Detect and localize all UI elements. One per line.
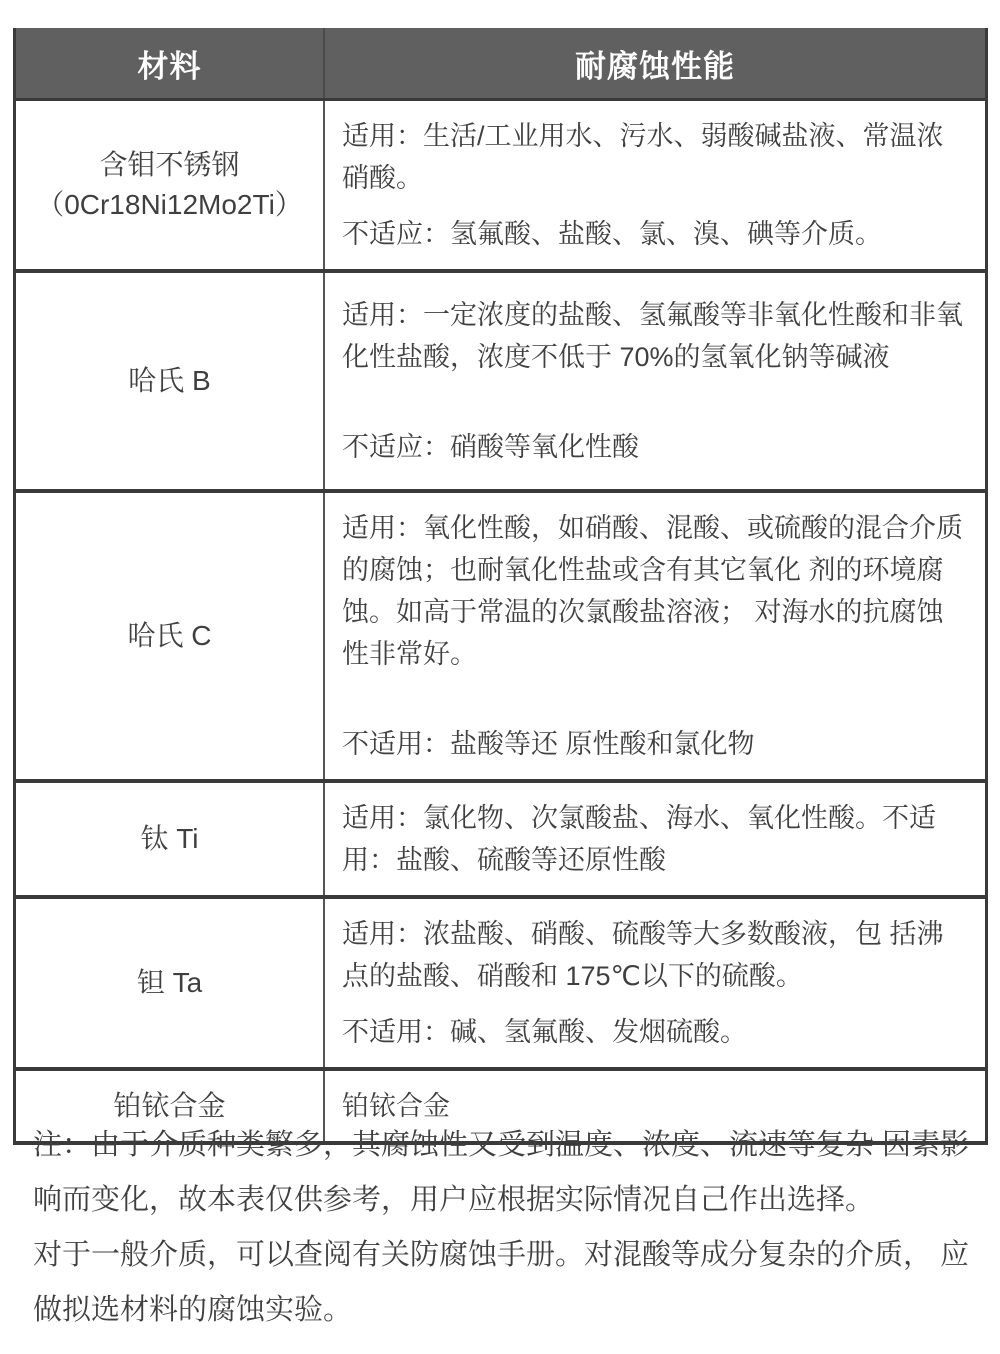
table-row-molybdenum-stainless-steel: [16, 101, 985, 269]
suitable-media-text: 适用：氧化性酸，如硝酸、混酸、或硫酸的混合介质的腐蚀；也耐氧化性盐或含有其它氧化 剂的环境腐蚀。如高于常温的次氯酸盐溶液； 对海水的抗腐蚀性非常好。: [342, 513, 963, 669]
table-row-titanium: [16, 779, 985, 895]
header-cell-performance: 耐腐蚀性能: [575, 48, 735, 84]
unsuitable-media-text: 不适用：碱、氢氟酸、发烟硫酸。: [342, 1017, 747, 1047]
performance-cell: [325, 101, 985, 269]
suitable-media-text: 适用：生活/工业用水、污水、弱酸碱盐液、常温浓硝酸。: [342, 121, 944, 193]
performance-cell: [325, 783, 985, 895]
material-name: 钽 Ta: [136, 967, 203, 998]
performance-cell: [325, 493, 985, 779]
header-cell-material: 材料: [16, 28, 325, 98]
table-row-hastelloy-c: [16, 489, 985, 779]
unsuitable-media-text: 不适应：氢氟酸、盐酸、氯、溴、碘等介质。: [342, 219, 882, 249]
material-cell: [16, 273, 325, 489]
footnote-paragraph-2: 对于一般介质，可以查阅有关防腐蚀手册。对混酸等成分复杂的介质， 应做拟选材料的腐蚀实验。: [33, 1239, 970, 1326]
material-name: 哈氏 B: [128, 365, 211, 396]
unsuitable-media-text: 不适应：硝酸等氧化性酸: [342, 432, 639, 462]
performance-cell: [325, 273, 985, 489]
suitable-and-unsuitable-media-text: 适用：氯化物、次氯酸盐、海水、氧化性酸。不适用：盐酸、硫酸等还原性酸: [342, 803, 936, 875]
material-name: 哈氏 C: [127, 620, 212, 651]
corrosion-resistance-table: [13, 28, 988, 1145]
material-name: 含钼不锈钢: [99, 149, 240, 180]
material-cell: [16, 783, 325, 895]
footnote: [33, 1118, 977, 1338]
table-header-row: [16, 28, 985, 101]
performance-cell: [325, 899, 985, 1067]
material-grade-code: （0Cr18Ni12Mo2Ti）: [36, 189, 303, 220]
unsuitable-media-text: 不适用：盐酸等还 原性酸和氯化物: [342, 729, 755, 759]
suitable-media-text: 适用：浓盐酸、硝酸、硫酸等大多数酸液，包 括沸点的盐酸、硝酸和 175℃以下的硫酸。: [342, 919, 944, 991]
material-cell: [16, 899, 325, 1067]
performance-text: 铂铱合金: [342, 1091, 450, 1121]
material-name: 铂铱合金: [113, 1090, 226, 1121]
material-cell: [16, 101, 325, 269]
table-row-tantalum: [16, 895, 985, 1067]
footnote-paragraph-1: 注：由于介质种类繁多，其腐蚀性又受到温度、浓度、流速等复杂 因素影响而变化，故本表仅供参考，用户应根据实际情况自己作出选择。: [33, 1129, 970, 1216]
suitable-media-text: 适用：一定浓度的盐酸、氢氟酸等非氧化性酸和非氧化性盐酸，浓度不低于 70%的氢氧化钠等碱液: [342, 300, 963, 372]
material-name: 钛 Ti: [140, 823, 199, 854]
table-row-hastelloy-b: [16, 269, 985, 489]
material-cell: [16, 493, 325, 779]
